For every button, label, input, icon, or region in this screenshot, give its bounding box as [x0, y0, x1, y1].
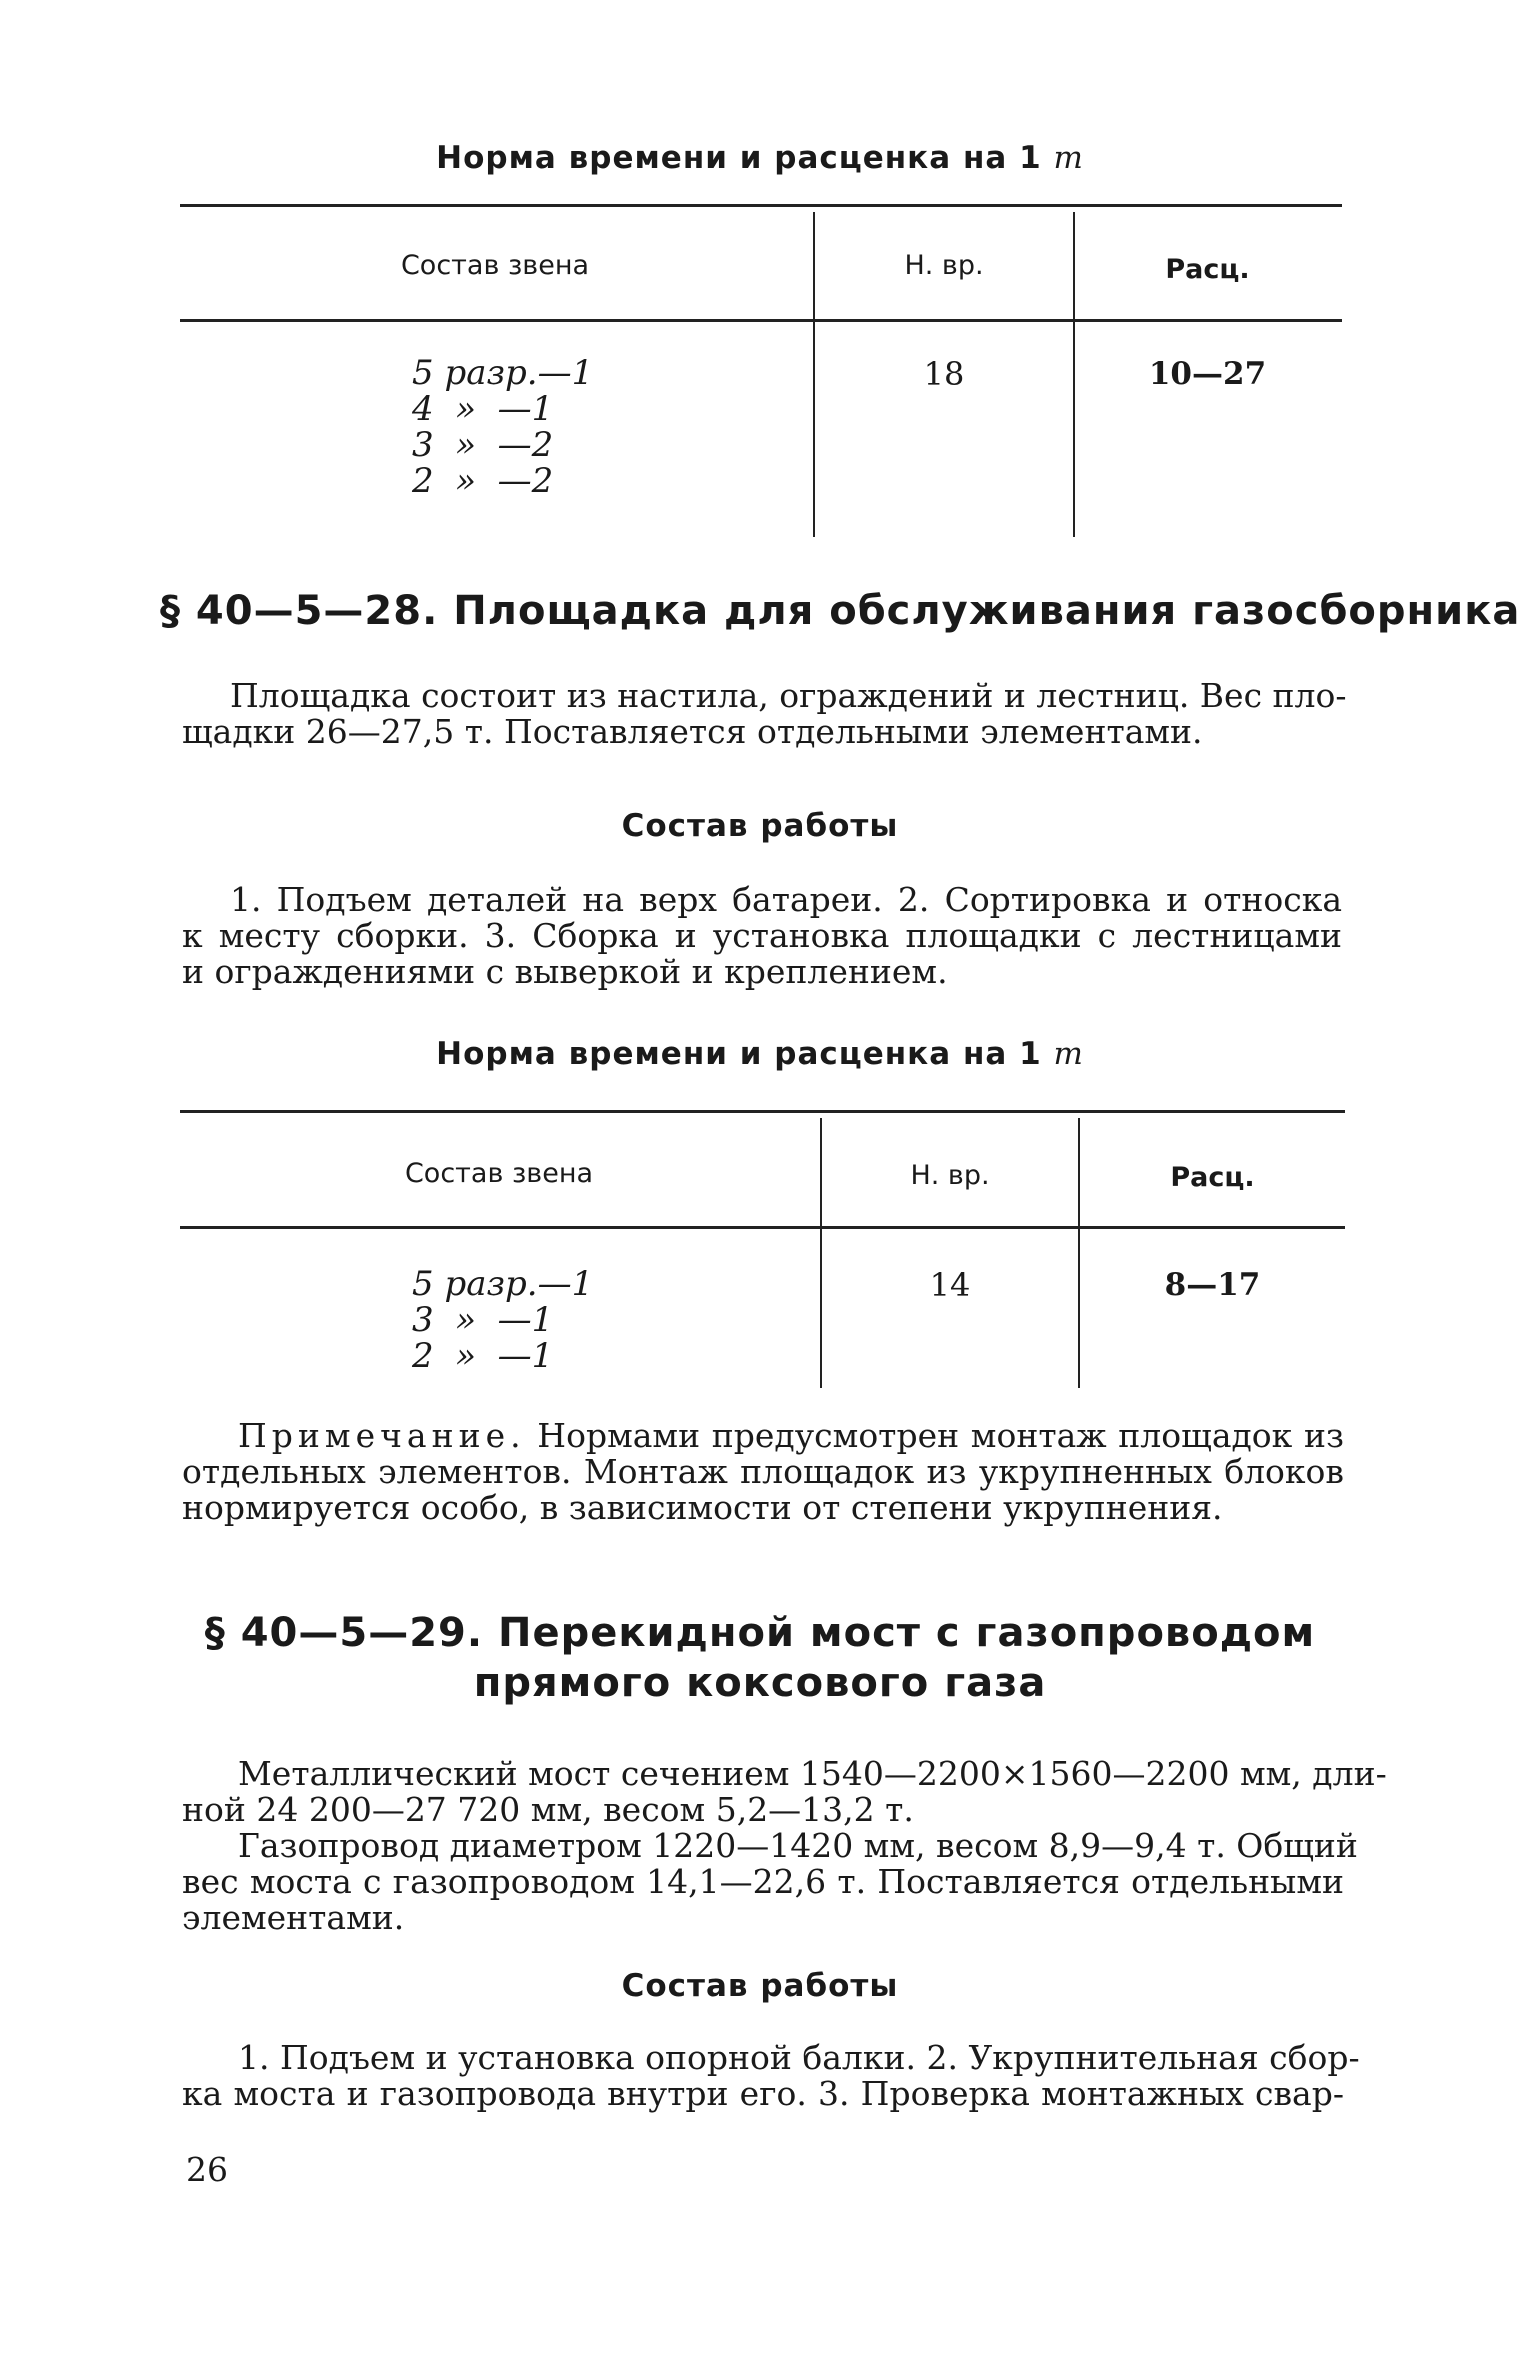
table1-header-crew: Состав звена [400, 250, 590, 281]
note-label: Примечание. [238, 1416, 526, 1455]
text-line: Металлический мост сечением 1540—2200×1560—2200 мм, дли- [238, 1754, 1387, 1793]
table1-rate-value: 10—27 [1148, 356, 1267, 392]
section29-work-title: Состав работы [621, 1968, 899, 2004]
table2-crew-row: 5 разр.—1 [412, 1264, 594, 1304]
table1-header-norm: Н. вр. [904, 250, 984, 281]
table1-crew-cell [412, 355, 593, 499]
section28-heading: § 40—5—28. Площадка для обслуживания газосборника [160, 588, 1521, 634]
text-line: 1. Подъем деталей на верх батареи. 2. Сортировка и относка [230, 880, 1342, 919]
text-line: Площадка состоит из настила, ограждений и лестниц. Вес пло- [230, 676, 1347, 715]
table2-crew-row: 2 » —1 [412, 1336, 554, 1376]
table2-norm-value: 14 [929, 1266, 971, 1304]
text-line: и ограждениями с выверкой и креплением. [182, 952, 948, 991]
table2-crew-row: 3 » —1 [412, 1300, 554, 1340]
section29-work-list [182, 2038, 1360, 2113]
table1-crew-row: 3 » —2 [412, 425, 554, 465]
table1-crew-row: 2 » —2 [412, 461, 554, 501]
text-line: вес моста с газопроводом 14,1—22,6 т. Поставляется отдельными [182, 1862, 1344, 1901]
note-text: Нормами предусмотрен монтаж площадок из [525, 1416, 1344, 1455]
text-line: нормируется особо, в зависимости от степени укрупнения. [182, 1488, 1223, 1527]
table1-crew-row: 4 » —1 [412, 389, 554, 429]
table2-header-rule [180, 1226, 1345, 1229]
table2-caption: Норма времени и расценка на 1 т [436, 1036, 1084, 1072]
table2-crew-cell [412, 1266, 593, 1374]
table2-header-crew: Состав звена [404, 1158, 594, 1189]
text-line: отдельных элементов. Монтаж площадок из укрупненных блоков [182, 1452, 1344, 1491]
table2-col-divider-2 [1078, 1118, 1080, 1388]
text-line: щадки 26—27,5 т. Поставляется отдельными элементами. [182, 712, 1203, 751]
section29-heading-line2: прямого коксового газа [473, 1660, 1047, 1706]
text-line: Газопровод диаметром 1220—1420 мм, весом 8,9—9,4 т. Общий [238, 1826, 1358, 1865]
table1-crew-row: 5 разр.—1 [412, 353, 594, 393]
table2-header-rate: Расц. [1170, 1162, 1255, 1193]
text-line: элементами. [182, 1898, 405, 1937]
table1-header-rate: Расц. [1165, 254, 1250, 285]
text-line: ной 24 200—27 720 мм, весом 5,2—13,2 т. [182, 1790, 914, 1829]
page-number: 26 [186, 2150, 228, 2189]
table1-header-rule [180, 319, 1342, 322]
section29-heading-line1: § 40—5—29. Перекидной мост с газопроводом [204, 1610, 1316, 1656]
table2-top-rule [180, 1110, 1345, 1113]
table1-norm-value: 18 [923, 355, 965, 393]
section29-para1 [182, 1754, 1387, 1829]
section28-work-title: Состав работы [621, 808, 899, 844]
table2-rate-value: 8—17 [1164, 1267, 1261, 1303]
section28-description [182, 676, 1347, 751]
text-line: к месту сборки. 3. Сборка и установка площадки с лестницами [182, 916, 1342, 955]
table1-caption: Норма времени и расценка на 1 т [436, 140, 1084, 176]
table1-top-rule [180, 204, 1342, 207]
text-line: ка моста и газопровода внутри его. 3. Проверка монтажных свар- [182, 2074, 1344, 2113]
text-line [182, 1418, 1344, 1454]
note [182, 1418, 1344, 1526]
table2-col-divider-1 [820, 1118, 822, 1388]
section28-work-list [182, 882, 1342, 990]
section29-para2 [182, 1826, 1358, 1937]
text-line: 1. Подъем и установка опорной балки. 2. Укрупнительная сбор- [238, 2038, 1360, 2077]
table2-header-norm: Н. вр. [910, 1160, 990, 1191]
